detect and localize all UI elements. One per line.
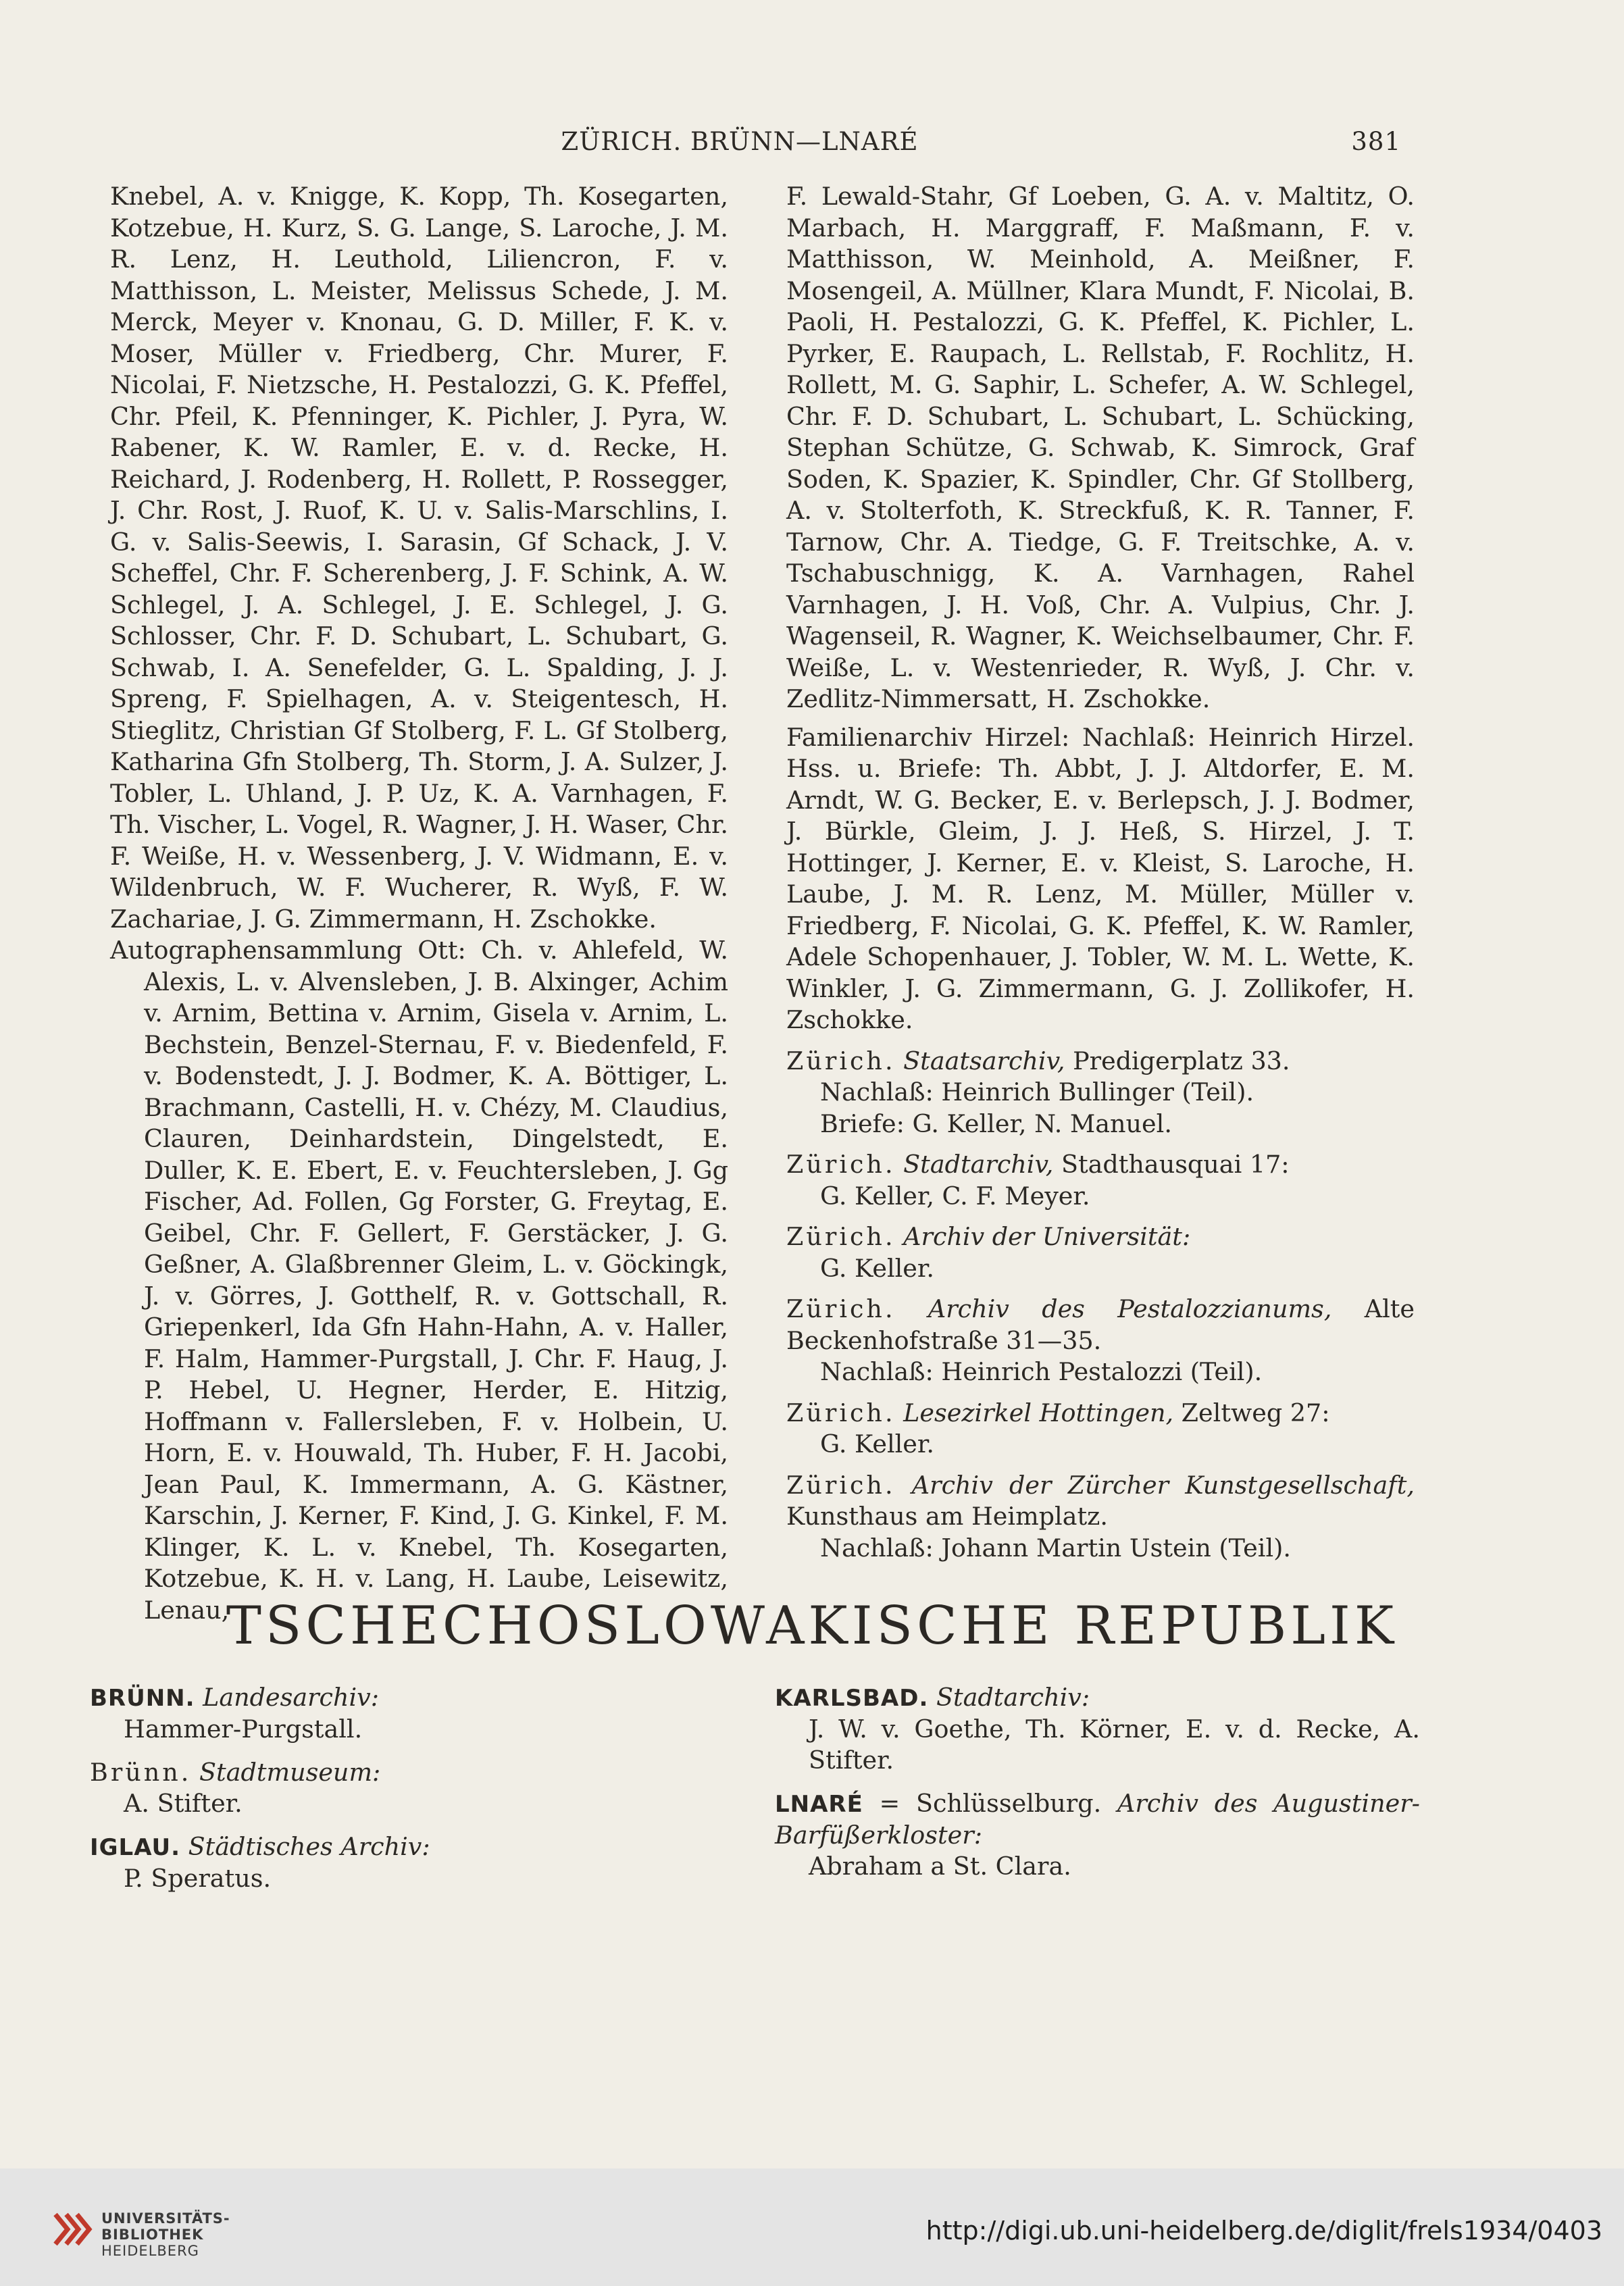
archive-entry [90,1682,718,1745]
entry-heading: BRÜNN. Landesarchiv: [90,1683,380,1712]
lower-left-column [90,1682,718,1894]
library-logo-icon [53,2209,93,2250]
library-name-line: BIBLIOTHEK [101,2227,204,2243]
entry-holding: P. Speratus. [124,1864,272,1893]
permalink-link[interactable]: http://digi.ub.uni-heidelberg.de/diglit/frels1934/0403 [925,2216,1602,2245]
entry-heading: IGLAU. Städtisches Archiv: [90,1832,430,1861]
archive-entry [775,1682,1420,1776]
archive-entry [775,1788,1420,1882]
left-continuation-paragraph: Knebel, A. v. Knigge, K. Kopp, Th. Kosegarten, Kotzebue, H. Kurz, S. G. Lange, S. Laroche, J. M. R. Lenz, H. Leuthold, Liliencron, F. v. Matthisson, L. Meister, Melissus Schede, J. M. Merck, Meyer v. Knonau, G. D. Miller, F. K. v. Moser, Müller v. Friedberg, Chr. Murer, F. Nicolai, F. Nietzsche, H. Pestalozzi, G. K. Pfeffel, Chr. Pfeil, K. Pfenninger, K. Pichler, J. Pyra, W. Rabener, K. W. Ramler, E. v. d. Recke, H. Reichard, J. Rodenberg, H. Rollett, P. Rossegger, J. Chr. Rost, J. Ruof, K. U. v. Salis-Marschlins, I. G. v. Salis-Seewis, I. Sarasin, Gf Schack, J. V. Scheffel, Chr. F. Scherenberg, J. F. Schink, A. W. Schlegel, J. A. Schlegel, J. E. Schlegel, J. G. Schlosser, Chr. F. D. Schubart, L. Schubart, G. Schwab, I. A. Senefelder, G. L. Spalding, J. J. Spreng, F. Spielhagen, A. v. Steigentesch, H. Stieglitz, Christian Gf Stolberg, F. L. Gf Stolberg, Katharina Gfn Stolberg, Th. Storm, J. A. Sulzer, J. Tobler, L. Uhland, J. P. Uz, K. A. Varnhagen, F. Th. Vischer, L. Vogel, R. Wagner, J. H. Waser, Chr. F. Weiße, H. v. Wessenberg, J. V. Widmann, E. v. Wildenbruch, W. F. Wucherer, R. Wyß, F. W. Zachariae, J. G. Zimmermann, H. Zschokke. [110,182,728,934]
entry-heading: KARLSBAD. Stadtarchiv: [775,1683,1090,1712]
zurich-entry [786,1221,1415,1284]
familienarchiv-paragraph: Familienarchiv Hirzel: Nachlaß: Heinrich Hirzel. Hss. u. Briefe: Th. Abbt, J. J. Altdorfer, E. M. Arndt, W. G. Becker, E. v. Berlepsch, J. J. Bodmer, J. Bürkle, Gleim, J. J. Heß, S. Hirzel, J. T. Hottinger, J. Kerner, E. v. Kleist, S. Laroche, H. Laube, J. M. R. Lenz, M. Müller, Müller v. Friedberg, F. Nicolai, G. K. Pfeffel, K. W. Ramler, Adele Schopenhauer, J. Tobler, W. M. L. Wette, K. Winkler, J. G. Zimmermann, G. J. Zollikofer, H. Zschokke. [786,722,1415,1034]
right-continuation-paragraph: F. Lewald-Stahr, Gf Loeben, G. A. v. Maltitz, O. Marbach, H. Marggraff, F. Maßmann, F. v. Matthisson, W. Meinhold, A. Meißner, F. Mosengeil, A. Müllner, Klara Mundt, F. Nicolai, B. Paoli, H. Pestalozzi, G. K. Pfeffel, K. Pichler, L. Pyrker, E. Raupach, L. Rellstab, F. Rochlitz, H. Rollett, M. G. Saphir, L. Schefer, A. W. Schlegel, Chr. F. D. Schubart, L. Schubart, L. Schücking, Stephan Schütze, G. Schwab, K. Simrock, Graf Soden, K. Spazier, K. Spindler, Chr. Gf Stollberg, A. v. Stolterfoth, K. Streckfuß, K. R. Tanner, F. Tarnow, Chr. A. Tiedge, G. F. Treitschke, A. v. Tschabuschnigg, K. A. Varnhagen, Rahel Varnhagen, J. H. Voß, Chr. A. Vulpius, Chr. J. Wagenseil, R. Wagner, K. Weichselbaumer, Chr. F. Weiße, L. v. Westenrieder, R. Wyß, J. Chr. v. Zedlitz-Nimmersatt, H. Zschokke. [786,182,1415,713]
entry-heading: Brünn. Stadtmuseum: [90,1758,381,1787]
entry-holding: Hammer-Purgstall. [124,1714,363,1744]
section-heading: TSCHECHOSLOWAKISCHE REPUBLIK [226,1596,1398,1656]
library-name [101,2210,230,2259]
entry-heading: Zürich. Staatsarchiv, Predigerplatz 33. [786,1046,1290,1075]
entry-heading: Zürich. Lesezirkel Hottingen, Zeltweg 27: [786,1398,1330,1427]
entry-holding: Nachlaß: Heinrich Pestalozzi (Teil). [820,1357,1263,1386]
entry-holding: Abraham a St. Clara. [809,1852,1071,1881]
entry-holding: A. Stifter. [124,1789,243,1818]
zurich-entry [786,1470,1415,1565]
page-number: 381 [1351,127,1401,156]
entry-heading: LNARÉ = Schlüsselburg. Archiv des Augustiner-Barfüßerkloster: [775,1789,1420,1850]
autographensammlung-paragraph: Autographensammlung Ott: Ch. v. Ahlefeld, W. Alexis, L. v. Alvensleben, J. B. Alxinger, Achim v. Arnim, Bettina v. Arnim, Gisela v. Arnim, L. Bechstein, Benzel-Sternau, F. v. Biedenfeld, F. v. Bodenstedt, J. J. Bodmer, K. A. Böttiger, L. Brachmann, Castelli, H. v. Chézy, M. Claudius, Clauren, Deinhardstein, Dingelstedt, E. Duller, K. E. Ebert, E. v. Feuchtersleben, J. Gg Fischer, Ad. Follen, Gg Forster, G. Freytag, E. Geibel, Chr. F. Gellert, F. Gerstäcker, J. G. Geßner, A. Glaßbrenner Gleim, L. v. Göckingk, J. v. Görres, J. Gotthelf, R. v. Gottschall, R. Griepenkerl, Ida Gfn Hahn-Hahn, A. v. Haller, F. Halm, Hammer-Purgstall, J. Chr. F. Haug, J. P. Hebel, U. Hegner, Herder, E. Hitzig, Hoffmann v. Fallersleben, F. v. Holbein, U. Horn, E. v. Houwald, Th. Huber, F. H. Jacobi, Jean Paul, K. Immermann, A. G. Kästner, Karschin, J. Kerner, F. Kind, J. G. Kinkel, F. M. Klinger, K. L. v. Knebel, Th. Kosegarten, Kotzebue, K. H. v. Lang, H. Laube, Leisewitz, Lenau, [110,936,728,1625]
zurich-entry [786,1046,1415,1140]
entry-holding: Briefe: G. Keller, N. Manuel. [820,1109,1172,1138]
entry-heading: Zürich. Archiv des Pestalozzianums, Alte Beckenhofstraße 31—35. [786,1294,1415,1355]
library-name-line: HEIDELBERG [101,2243,199,2259]
entry-holding: G. Keller. [820,1429,934,1458]
archive-entry [90,1831,718,1894]
entry-heading: Zürich. Stadtarchiv, Stadthausquai 17: [786,1150,1290,1179]
zurich-entry [786,1294,1415,1388]
left-column [110,181,728,1626]
footer-bar [0,2168,1624,2286]
archive-entry [90,1757,718,1819]
entry-holding: G. Keller, C. F. Meyer. [820,1181,1090,1211]
zurich-entry [786,1398,1415,1460]
entry-holding: Nachlaß: Johann Martin Ustein (Teil). [820,1533,1291,1563]
zurich-entry [786,1149,1415,1212]
entry-heading: Zürich. Archiv der Zürcher Kunstgesellschaft, Kunsthaus am Heimplatz. [786,1470,1415,1531]
lower-right-column [775,1682,1420,1882]
library-name-line: UNIVERSITÄTS- [101,2210,230,2227]
entry-holding: G. Keller. [820,1253,934,1283]
entry-holding: Nachlaß: Heinrich Bullinger (Teil). [820,1077,1254,1107]
entry-heading: Zürich. Archiv der Universität: [786,1222,1191,1251]
running-title: ZÜRICH. BRÜNN—LNARÉ [561,127,919,156]
entry-holding: J. W. v. Goethe, Th. Körner, E. v. d. Recke, A. Stifter. [809,1714,1420,1775]
right-column [786,181,1415,1564]
running-head [0,127,1624,161]
